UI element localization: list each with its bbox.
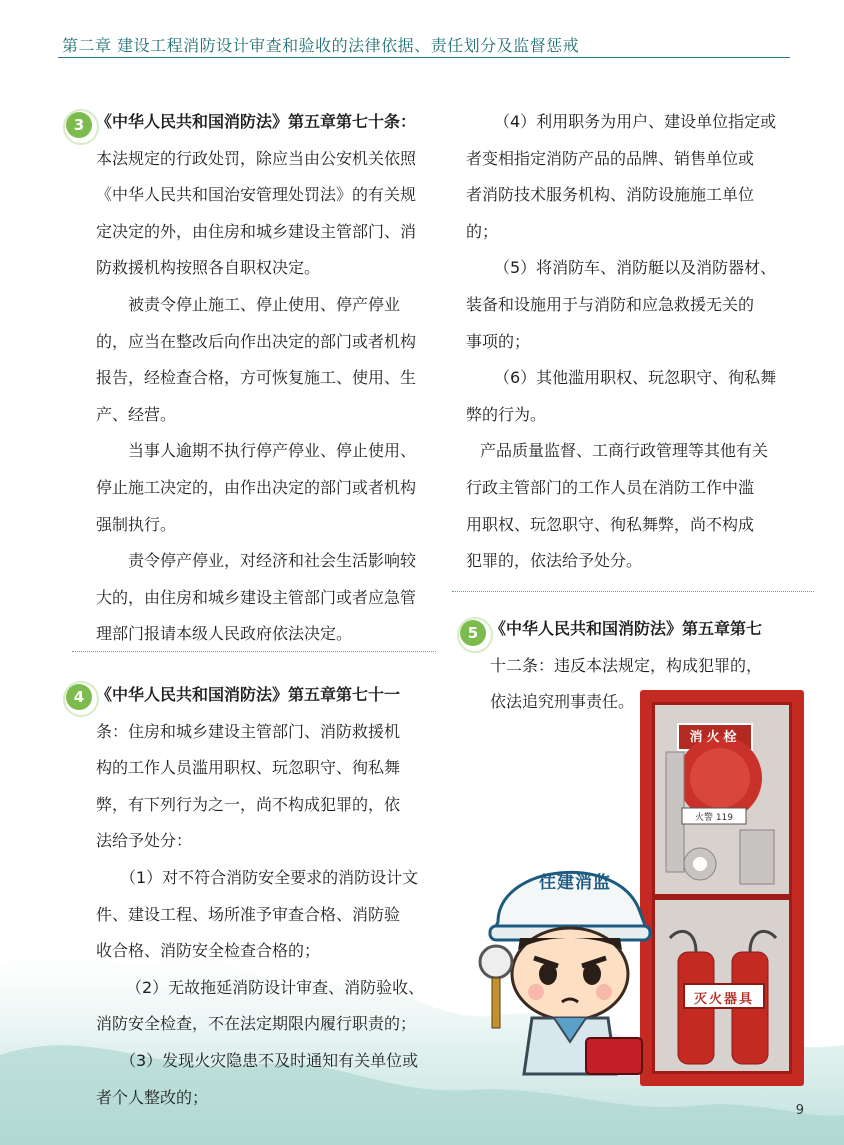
section-divider xyxy=(72,651,436,652)
helmet-text: 住建消监 xyxy=(539,873,611,893)
text-line: 定决定的外，由住房和城乡建设主管部门、消 xyxy=(96,221,417,241)
clause-line: （1）对不符合消防安全要求的消防设计文 xyxy=(120,867,419,887)
clause-line: （6）其他滥用职权、玩忽职守、徇私舞 xyxy=(494,368,777,388)
clause-line: 者个人整改的； xyxy=(96,1087,209,1107)
left-column-item4 xyxy=(96,677,436,1116)
section-divider xyxy=(452,591,814,592)
clause-line: 消防安全检查，不在法定期限内履行职责的； xyxy=(96,1014,417,1034)
text-line: 弊，有下列行为之一，尚不构成犯罪的，依 xyxy=(96,794,401,814)
header-divider xyxy=(58,57,790,58)
clause-line: 的； xyxy=(466,221,499,241)
text-line: 强制执行。 xyxy=(96,514,177,534)
clause-line: 犯罪的，依法给予处分。 xyxy=(466,551,643,571)
text-line: 理部门报请本级人民政府依法决定。 xyxy=(96,624,353,644)
text-line: 十二条：违反本法规定，构成犯罪的， xyxy=(490,655,763,675)
text-line: 本法规定的行政处罚，除应当由公安机关依照 xyxy=(96,148,417,168)
article-71-title: 《中华人民共和国消防法》第五章第七十一 xyxy=(96,685,401,704)
item-number-badge-3: 3 xyxy=(66,112,92,138)
text-line: 条：住房和城乡建设主管部门、消防救援机 xyxy=(96,721,401,741)
hydrant-sign-label: 消火栓 xyxy=(689,730,741,745)
text-line: 法给予处分： xyxy=(96,831,193,851)
text-line: 停止施工决定的，由作出决定的部门或者机构 xyxy=(96,477,417,497)
extinguisher-sign-label: 灭火器具 xyxy=(693,992,754,1007)
text-line: 《中华人民共和国治安管理处罚法》的有关规 xyxy=(96,185,417,205)
clause-line: 事项的； xyxy=(466,331,531,351)
clause-line: （2）无故拖延消防设计审查、消防验收、 xyxy=(126,977,425,997)
text-line: 被责令停止施工、停止使用、停产停业 xyxy=(128,294,401,314)
clause-line: （4）利用职务为用户、建设单位指定或 xyxy=(494,112,777,131)
text-line: 防救援机构按照各自职权决定。 xyxy=(96,258,321,278)
left-column xyxy=(96,104,436,653)
text-line: 依法追究刑事责任。 xyxy=(490,692,635,712)
text-line: 报告，经检查合格，方可恢复施工、使用、生 xyxy=(96,368,417,388)
item-number-badge-5: 5 xyxy=(460,620,486,646)
text-line: 构的工作人员滥用职权、玩忽职守、徇私舞 xyxy=(96,758,401,778)
article-70-title: 《中华人民共和国消防法》第五章第七十条： xyxy=(96,112,417,131)
alarm-sign-label: 火警 119 xyxy=(694,813,734,823)
page-number: 9 xyxy=(795,1103,804,1118)
clause-line: 行政主管部门的工作人员在消防工作中滥 xyxy=(466,477,755,497)
text-line: 产、经营。 xyxy=(96,404,177,424)
clause-line: 弊的行为。 xyxy=(466,404,547,424)
fire-equipment-icon xyxy=(640,690,804,1086)
text-line: 责令停产停业，对经济和社会生活影响较 xyxy=(128,551,417,571)
item-number-badge-4: 4 xyxy=(66,684,92,710)
text-line: 的，应当在整改后向作出决定的部门或者机构 xyxy=(96,331,417,351)
clause-line: 收合格、消防安全检查合格的； xyxy=(96,941,321,961)
clause-line: 者消防技术服务机构、消防设施施工单位 xyxy=(466,185,755,205)
clause-line: 用职权、玩忽职守、徇私舞弊，尚不构成 xyxy=(466,514,755,534)
article-72-title: 《中华人民共和国消防法》第五章第七 xyxy=(490,619,763,638)
chapter-header: 第二章 建设工程消防设计审查和验收的法律依据、责任划分及监督惩戒 xyxy=(62,36,580,55)
clause-line: 件、建设工程、场所准予审查合格、消防验 xyxy=(96,904,401,924)
text-line: 当事人逾期不执行停产停业、停止使用、 xyxy=(128,441,417,461)
clause-line: （5）将消防车、消防艇以及消防器材、 xyxy=(494,258,777,278)
clause-line: 者变相指定消防产品的品牌、销售单位或 xyxy=(466,148,755,168)
text-line: 大的，由住房和城乡建设主管部门或者应急管 xyxy=(96,587,417,607)
clause-line: （3）发现火灾隐患不及时通知有关单位或 xyxy=(120,1050,419,1070)
clause-line: 装备和设施用于与消防和应急救援无关的 xyxy=(466,294,755,314)
right-column xyxy=(466,104,788,580)
clause-line: 产品质量监督、工商行政管理等其他有关 xyxy=(480,441,769,461)
